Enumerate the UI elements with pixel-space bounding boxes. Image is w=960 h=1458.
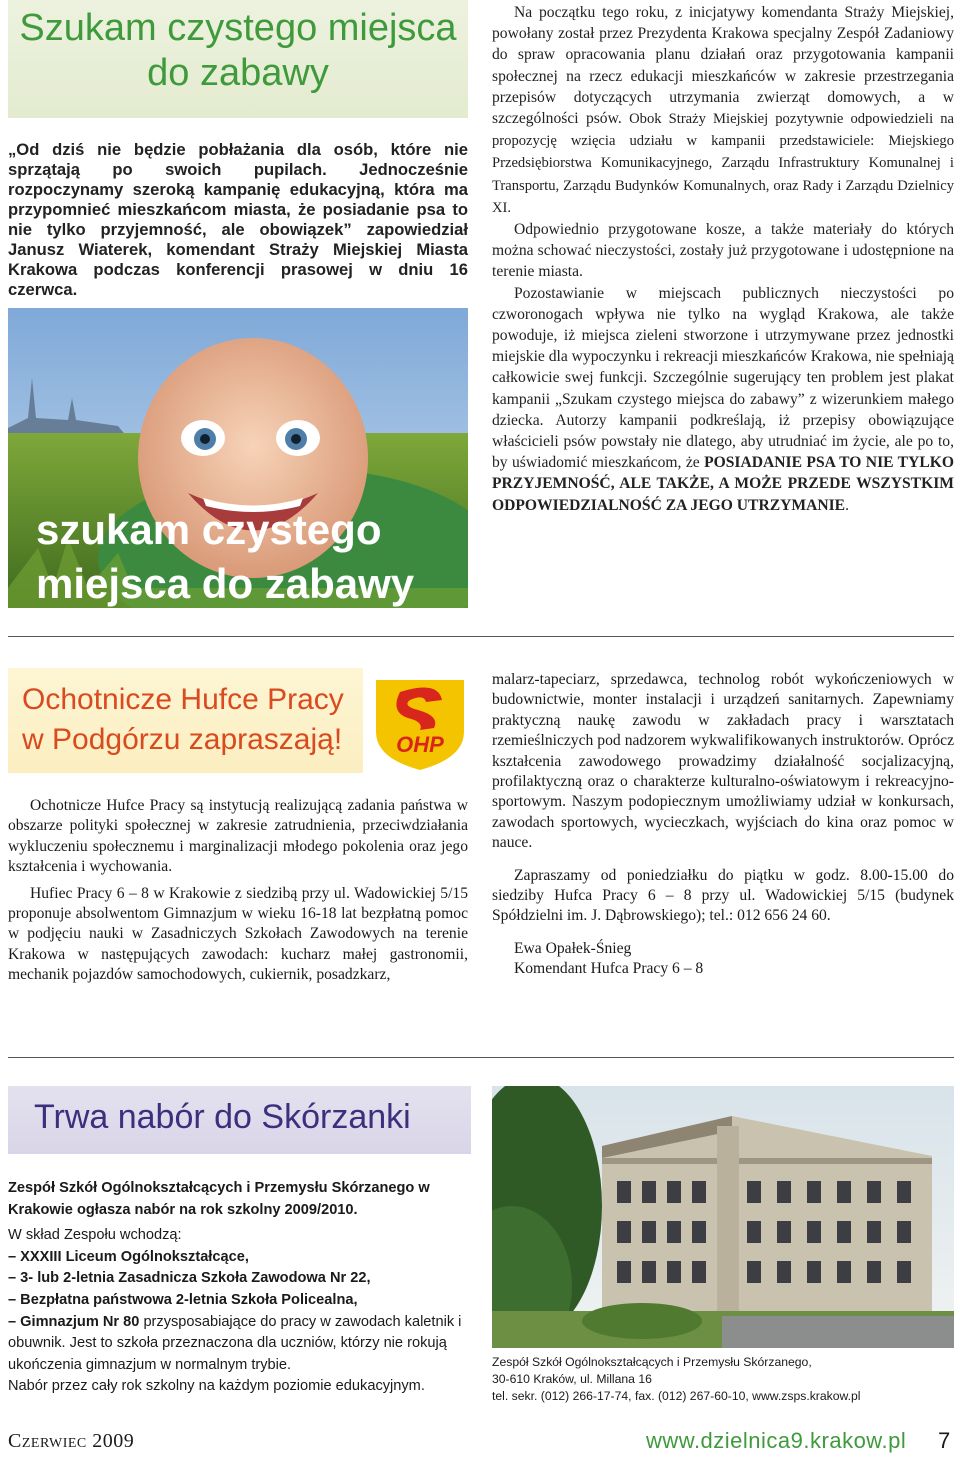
article2-paragraph: Hufiec Pracy 6 – 8 w Krakowie z siedzibą przy ul. Wadowickiej 5/15 proponuje absolwentom Gimnazjum w wieku 16-18 lat bezpłatną pomoc w podjęciu nauki w Zasadniczych Szkołach Zawodowych na terenie Krakowa w następujących zawodach: kucharz małej gastronomii, mechanik pojazdów samochodowych, cukiernik, posadzkarz,: [8, 884, 468, 984]
caption-line: Zespół Szkół Ogólnokształcących i Przemysłu Skórzanego,: [492, 1355, 812, 1369]
caption-line: 30-610 Kraków, ul. Millana 16: [492, 1372, 652, 1386]
school-photo-caption: [492, 1354, 954, 1405]
article1-paragraph-end: .: [845, 496, 849, 514]
article3-lead: Zespół Szkół Ogólnokształcących i Przemysłu Skórzanego w Krakowie ogłasza nabór na rok szkolny 2009/2010.: [8, 1180, 430, 1218]
section-divider: [8, 636, 954, 637]
article3-list-item-text: przysposabiające do pracy w zawodach kaletnik i obuwnik. Jest to szkoła przeznaczona dla uczniów, którzy nie rokują ukończenia gimnazjum w normalnym trybie.: [8, 1313, 462, 1373]
poster-text-line2: miejsca do zabawy: [36, 560, 415, 607]
ohp-logo-icon: [368, 670, 472, 774]
page-number: 7: [938, 1428, 951, 1453]
article1-paragraph-part: Pozostawianie w miejscach publicznych nieczystości po czworonogach wpływa nie tylko na wygląd Krakowa, ale także powoduje, iż miejsca zieleni stworzone i utrzymywane przez jednostki miejskie dla wypoczynku i rekreacji mieszkańców Krakowa, nie spełniają całkowicie swej funkcji. Szczególnie sugerujący ten problem jest plakat kampanii „Szukam czystego miejsca do zabawy” z wizerunkiem małego dziecka. Autorzy kampanii podkreślają, iż przepisy obowiązujące właścicieli psów powstały nie dlatego, aby utrudniać im życie, ale po to, by uświadomić mieszkańcom, że: [492, 284, 955, 472]
article1-emphasis: POSIADANIE PSA TO NIE TYLKO PRZYJEMNOŚĆ, ALE TAKŻE, A MOŻE PRZEDE WSZYSTKIM ODPOWIEDZIALNOŚĆ ZA JEGO UTRZYMANIE: [492, 454, 954, 514]
school-building-image: [492, 1086, 954, 1348]
campaign-poster-photo: [8, 308, 468, 608]
article1-paragraph-part: Na początku tego roku, z inicjatywy komendanta Straży Miejskiej, powołany został przez Prezydenta Krakowa specjalny Zespół Zadaniowy do spraw opracowania planu działań oraz przygotowania kampanii społecznej na rzecz edukacji mieszkańców w zakresie przestrzegania przepisów dotyczących utrzymania zwierząt domowych, a w szczególności psów.: [492, 4, 954, 128]
article3-list-item-bold: – Gimnazjum Nr 80: [8, 1313, 140, 1330]
article2-title-line2: w Podgórzu zapraszają!: [22, 723, 343, 756]
article2-contact-paragraph: Zapraszamy od poniedziałku do piątku w godz. 8.00-15.00 do siedziby Hufca Pracy 6 – 8 przy ul. Wadowickiej 5/15 (budynek Spółdzielni im. J. Dąbrowskiego); tel.: 012 656 24 60.: [492, 866, 954, 925]
issue-date-text: Czerwiec 2009: [8, 1430, 135, 1452]
article1-paragraph: Odpowiednio przygotowane kosze, a także materiały do których można schować nieczystości, zostały już przygotowane i udostępnione na terenie miasta.: [492, 221, 954, 281]
article1-lead: „Od dziś nie będzie pobłażania dla osób, które nie sprzątają po swoich pupilach. Jednocześnie rozpoczynamy szeroką kampanię edukacyjną, która ma przypomnieć mieszkańcom miasta, że posiadanie psa to nie tylko przyjemność, ale obowiązek” zapowiedział Janusz Wiaterek, komendant Straży Miejskiej Miasta Krakowa podczas konferencji prasowej w dniu 16 czerwca.: [8, 140, 468, 299]
issue-date: [8, 1430, 134, 1453]
article1-title-line2: do zabawy: [147, 52, 329, 94]
article3-list-item: – 3- lub 2-letnia Zasadnicza Szkoła Zawodowa Nr 22,: [8, 1270, 371, 1287]
article3-closing: Nabór przez cały rok szkolny na każdym poziomie edukacyjnym.: [8, 1378, 425, 1395]
section-divider: [8, 1057, 954, 1058]
article3-list-item: – Bezpłatna państwowa 2-letnia Szkoła Policealna,: [8, 1291, 358, 1308]
school-building-photo: [492, 1086, 954, 1348]
article3-list-item: [8, 1312, 474, 1377]
article1-title-line1: Szukam czystego miejsca: [19, 7, 457, 49]
article2-title: [22, 680, 362, 760]
ohp-logo: [368, 670, 472, 774]
article2-signature-role: Komendant Hufca Pracy 6 – 8: [514, 960, 704, 978]
article3-body: [8, 1178, 474, 1398]
baby-poster-image: [8, 308, 468, 608]
article2-paragraph: Ochotnicze Hufce Pracy są instytucją realizującą zadania państwa w obszarze polityki społecznej w zakresie zatrudnienia, przeciwdziałania wykluczeniu społecznemu i marginalizacji młodego pokolenia oraz jego kształcenia i wychowania.: [8, 797, 468, 876]
article3-list-item: – XXXIII Liceum Ogólnokształcące,: [8, 1248, 249, 1265]
article2-title-line1: Ochotnicze Hufce Pracy: [22, 683, 344, 716]
article2-column1: [8, 796, 468, 986]
article1-title: [8, 6, 468, 96]
caption-line: tel. sekr. (012) 266-17-74, fax. (012) 267-60-10, www.zsps.krakow.pl: [492, 1389, 861, 1403]
article1-paragraph-part: Obok Straży Miejskiej pozytywnie odpowiedzieli na propozycję wzięcia udziału w kampanii przedstawiciele: Miejskiego Przedsiębiorstwa Komunikacyjnego, Zarządu Infrastruktury Komunalnej i Transportu, Zarządu Budynków Komunalnych, oraz Rady i Zarządu Dzielnicy XI.: [492, 111, 954, 216]
article1-paragraph: [492, 283, 954, 516]
article2-signature-name: Ewa Opałek-Śnieg: [514, 939, 632, 957]
article2-paragraph: malarz-tapeciarz, sprzedawca, technolog robót wykończeniowych w budownictwie, monter instalacji i urządzeń sanitarnych. Zapewniamy praktyczną naukę zawodu w zakładach pracy i warsztatach rzemieślniczych pod nadzorem wykwalifikowanych instruktorów. Oprócz kształcenia zawodowego prowadzimy działalność socjalizacyjną, profilaktyczną oraz o charakterze kulturalno-oświatowym i rekreacyjno-sportowym. Naszym podopiecznym umożliwiamy udział w konkursach, zawodach sportowych, wycieczkach, wyjściach do kina oraz pomoc w nauce.: [492, 671, 954, 852]
article1-body: [492, 2, 954, 516]
article2-column2: [492, 670, 954, 980]
ohp-logo-text: OHP: [396, 732, 444, 757]
article1-paragraph: [492, 2, 954, 219]
poster-text-line1: szukam czystego: [36, 506, 382, 553]
article3-title: Trwa nabór do Skórzanki: [34, 1098, 411, 1136]
article3-intro: W skład Zespołu wchodzą:: [8, 1227, 182, 1244]
website-link[interactable]: www.dzielnica9.krakow.pl: [646, 1428, 907, 1453]
